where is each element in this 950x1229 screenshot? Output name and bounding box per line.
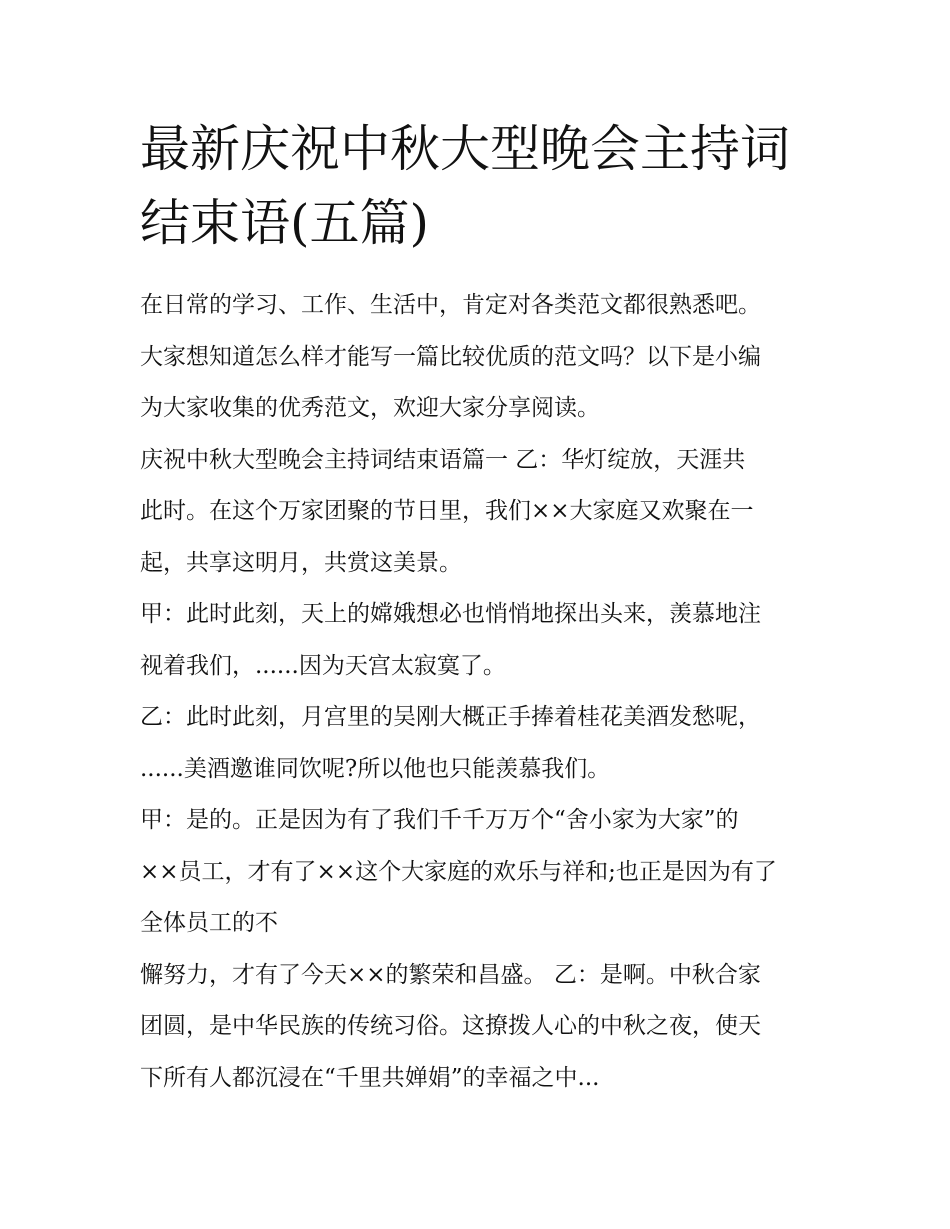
- body-line: 下所有人都沉浸在“千里共婵娟”的幸福之中...: [140, 1064, 600, 1091]
- body-line: 甲：此时此刻，天上的嫦娥想必也悄悄地探出头来，羡慕地注: [140, 601, 761, 627]
- document-body: [140, 280, 820, 1104]
- body-line: ......美酒邀谁同饮呢?所以他也只能羡慕我们。: [140, 755, 611, 782]
- document-title: [140, 112, 820, 260]
- body-line: 懈努力，才有了今天××的繁荣和昌盛。 乙：是啊。中秋合家: [140, 961, 761, 988]
- body-line: 为大家收集的优秀范文，欢迎大家分享阅读。: [140, 395, 600, 421]
- title-line-1: 最新庆祝中秋大型晚会主持词: [140, 120, 790, 178]
- body-line: 起，共享这明月，共赏这美景。: [140, 549, 462, 576]
- document-page: [140, 112, 820, 1104]
- body-line: ××员工，才有了××这个大家庭的欢乐与祥和;也正是因为有了: [140, 858, 777, 885]
- body-line: 在日常的学习、工作、生活中，肯定对各类范文都很熟悉吧。: [140, 292, 761, 318]
- body-line: 全体员工的不: [140, 910, 278, 936]
- body-line: 团圆，是中华民族的传统习俗。这撩拨人心的中秋之夜，使天: [140, 1013, 761, 1039]
- body-line: 视着我们，......因为天宫太寂寞了。: [140, 652, 506, 679]
- body-line: 乙：此时此刻，月宫里的吴刚大概正手捧着桂花美酒发愁呢，: [140, 704, 761, 730]
- body-line: 庆祝中秋大型晚会主持词结束语篇一 乙：华灯绽放，天涯共: [140, 446, 746, 473]
- title-line-2: 结束语(五篇): [140, 194, 430, 252]
- body-line: 此时。在这个万家团聚的节日里，我们××大家庭又欢聚在一: [140, 498, 754, 524]
- body-line: 甲：是的。正是因为有了我们千千万万个“舍小家为大家”的: [140, 807, 739, 833]
- body-line: 大家想知道怎么样才能写一篇比较优质的范文吗？以下是小编: [140, 343, 761, 370]
